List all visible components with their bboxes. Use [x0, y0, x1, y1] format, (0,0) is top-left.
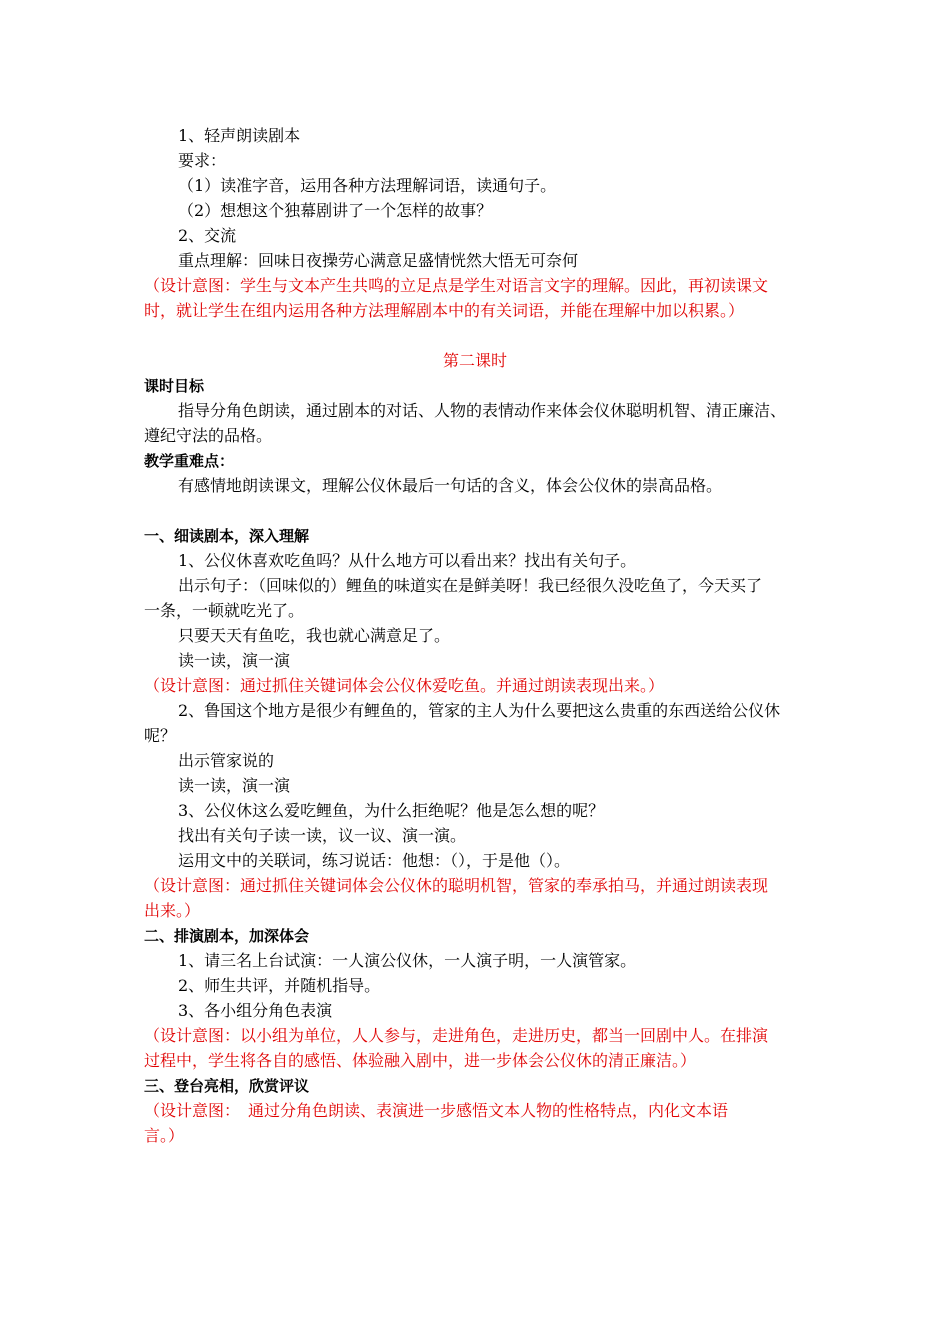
key-words: 重点理解：回味日夜操劳心满意足盛情恍然大悟无可奈何 — [178, 251, 579, 270]
design-note-line: （设计意图：学生与文本产生共鸣的立足点是学生对语言文字的理解。因此，再初读课文 — [144, 276, 769, 295]
instruction-line: 出示管家说的 — [178, 751, 275, 770]
design-note-line: 时，就让学生在组内运用各种方法理解剧本中的有关词语，并能在理解中加以积累。） — [144, 301, 745, 320]
question-3: 3、公仪休这么爱吃鲤鱼，为什么拒绝呢？他是怎么想的呢？ — [178, 801, 605, 820]
requirements-label: 要求： — [178, 151, 227, 170]
goal-text: 遵纪守法的品格。 — [144, 426, 273, 445]
design-note-line: （设计意图：通过抓住关键词体会公仪休爱吃鱼。并通过朗读表现出来。） — [144, 676, 665, 695]
lesson-title: 第二课时 — [442, 351, 507, 370]
question-1: 1、公仪休喜欢吃鱼吗？从什么地方可以看出来？找出有关句子。 — [178, 551, 637, 570]
design-note-line: 过程中，学生将各自的感悟、体验融入剧中，进一步体会公仪休的清正廉洁。） — [144, 1051, 697, 1070]
quote-line: 一条，一顿就吃光了。 — [144, 601, 305, 620]
design-note-line: 出来。） — [144, 901, 201, 920]
goal-heading: 课时目标 — [144, 377, 205, 395]
instruction-line: 读一读，演一演 — [178, 776, 291, 795]
step-line: 1、请三名上台试演：一人演公仪休，一人演子明，一人演管家。 — [178, 951, 637, 970]
question-2: 呢？ — [144, 726, 177, 745]
instruction-line: 找出有关句子读一读，议一议、演一演。 — [178, 826, 467, 845]
question-2: 2、鲁国这个地方是很少有鲤鱼的，管家的主人为什么要把这么贵重的东西送给公仪休 — [178, 701, 781, 720]
requirement-2: （2）想想这个独幕剧讲了一个怎样的故事？ — [178, 201, 493, 220]
step-line: 2、师生共评，并随机指导。 — [178, 976, 381, 995]
quote-line: 只要天天有鱼吃，我也就心满意足了。 — [178, 626, 451, 645]
step-2-text: 2、交流 — [178, 226, 237, 245]
design-note-line: （设计意图：以小组为单位，人人参与，走进角色，走进历史，都当一回剧中人。在排演 — [144, 1026, 769, 1045]
instruction-line: 运用文中的关联词，练习说话：他想：（），于是他（）。 — [178, 851, 571, 870]
design-note-line: 言。） — [144, 1126, 185, 1145]
step-line: 3、各小组分角色表演 — [178, 1001, 333, 1020]
section-heading: 二、排演剧本，加深体会 — [144, 927, 310, 945]
design-note-line: （设计意图： 通过分角色朗读、表演进一步感悟文本人物的性格特点，内化文本语 — [144, 1101, 729, 1120]
section-heading: 一、细读剧本，深入理解 — [144, 527, 310, 545]
focus-heading: 教学重难点： — [144, 452, 235, 470]
design-note-line: （设计意图：通过抓住关键词体会公仪休的聪明机智，管家的奉承拍马，并通过朗读表现 — [144, 876, 769, 895]
goal-text: 指导分角色朗读，通过剧本的对话、人物的表情动作来体会仪休聪明机智、清正廉洁、 — [178, 401, 787, 420]
section-heading: 三、登台亮相，欣赏评议 — [144, 1077, 310, 1095]
instruction-line: 读一读，演一演 — [178, 651, 291, 670]
requirement-1: （1）读准字音，运用各种方法理解词语，读通句子。 — [178, 176, 557, 195]
quote-line: 出示句子：（回味似的）鲤鱼的味道实在是鲜美呀！我已经很久没吃鱼了，今天买了 — [178, 576, 763, 595]
step-1-text: 1、轻声朗读剧本 — [178, 126, 301, 145]
focus-text: 有感情地朗读课文，理解公仪休最后一句话的含义，体会公仪休的崇高品格。 — [178, 476, 723, 495]
